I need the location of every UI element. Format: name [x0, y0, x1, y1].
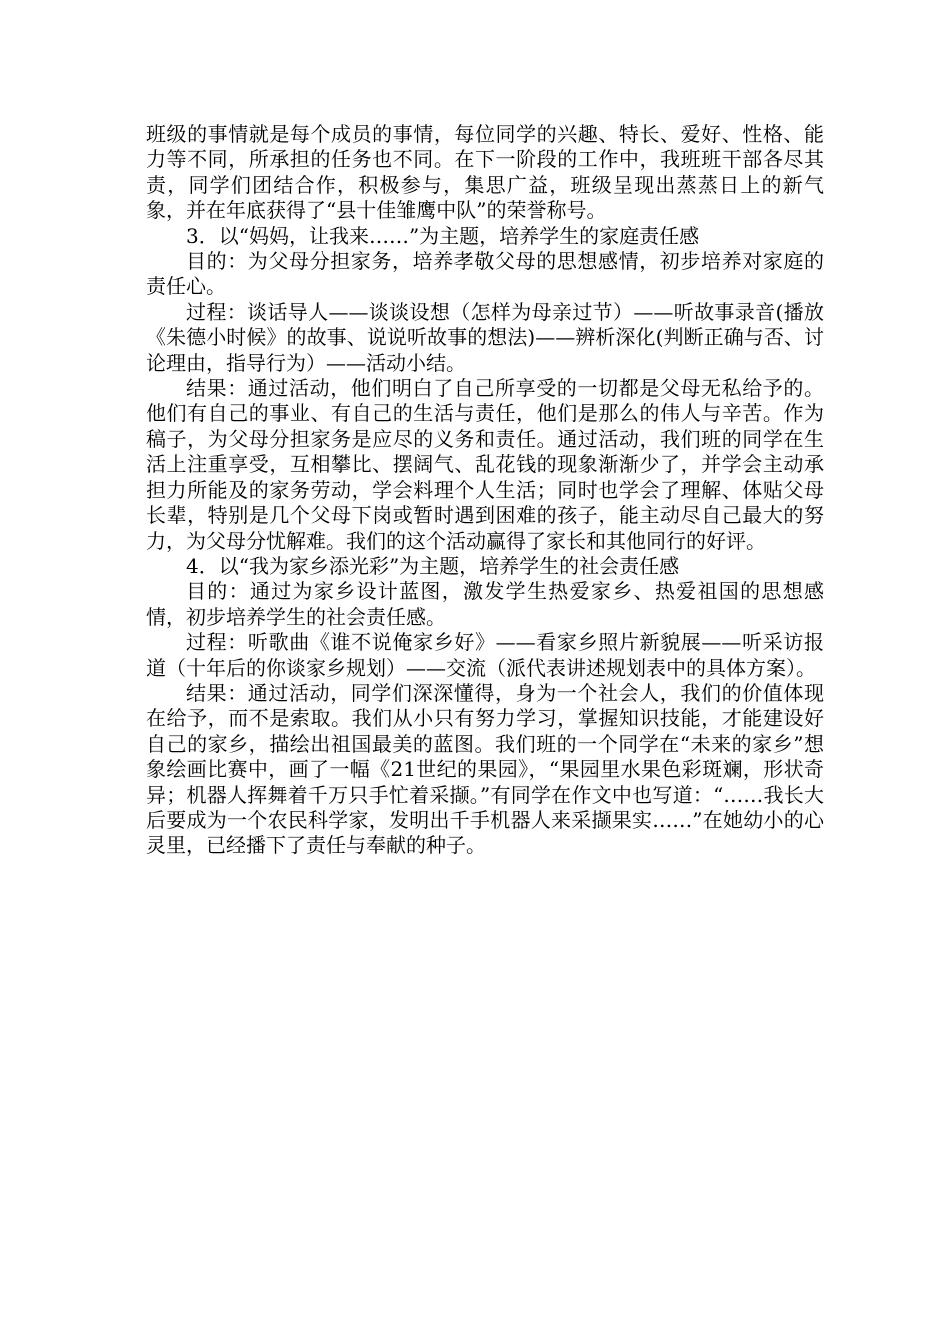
heading-family-responsibility: 3．以“妈妈，让我来……”为主题，培养学生的家庭责任感 — [186, 223, 700, 248]
paragraph-social-purpose: 目的：通过为家乡设计蓝图，激发学生热爱家乡、热爱祖国的思想感情，初步培养学生的社会责任感。 — [146, 579, 824, 629]
paragraph-class-affairs: 班级的事情就是每个成员的事情，每位同学的兴趣、特长、爱好、性格、能力等不同，所承担的任务也不同。在下一阶段的工作中，我班班干部各尽其责，同学们团结合作，积极参与，集思广益，班级呈现出蒸蒸日上的新气象，并在年底获得了“县十佳雏鹰中队”的荣誉称号。 — [146, 122, 824, 223]
heading-social-responsibility: 4．以“我为家乡添光彩”为主题，培养学生的社会责任感 — [186, 553, 680, 578]
document-body — [146, 122, 824, 859]
paragraph-social-process: 过程：听歌曲《谁不说俺家乡好》——看家乡照片新貌展——听采访报道（十年后的你谈家乡规划）——交流（派代表讲述规划表中的具体方案）。 — [146, 630, 824, 680]
paragraph-social-result: 结果：通过活动，同学们深深懂得，身为一个社会人，我们的价值体现在给予，而不是索取。我们从小只有努力学习，掌握知识技能，才能建设好自己的家乡，描绘出祖国最美的蓝图。我们班的一个同学在“未来的家乡”想象绘画比赛中，画了一幅《21世纪的果园》，“果园里水果色彩斑斓，形状奇异；机器人挥舞着千万只手忙着采撷。”有同学在作文中也写道：“……我长大后要成为一个农民科学家，发明出千手机器人来采撷果实……”在她幼小的心灵里，已经播下了责任与奉献的种子。 — [146, 680, 824, 858]
paragraph-family-process: 过程：谈话导人——谈谈设想（怎样为母亲过节）——听故事录音(播放《朱德小时候》的故事、说说听故事的想法)——辨析深化(判断正确与否、讨论理由，指导行为）——活动小结。 — [146, 299, 824, 375]
paragraph-family-result: 结果：通过活动，他们明白了自己所享受的一切都是父母无私给予的。他们有自己的事业、有自己的生活与责任，他们是那么的伟人与辛苦。作为稿子，为父母分担家务是应尽的义务和责任。通过活动，我们班的同学在生活上注重享受，互相攀比、摆阔气、乱花钱的现象渐渐少了，并学会主动承担力所能及的家务劳动，学会料理个人生活；同时也学会了理解、体贴父母长辈，特别是几个父母下岗或暂时遇到困难的孩子，能主动尽自己最大的努力，为父母分忧解难。我们的这个活动赢得了家长和其他同行的好评。 — [146, 376, 824, 553]
paragraph-family-purpose: 目的：为父母分担家务，培养孝敬父母的思想感情，初步培养对家庭的责任心。 — [146, 249, 824, 299]
